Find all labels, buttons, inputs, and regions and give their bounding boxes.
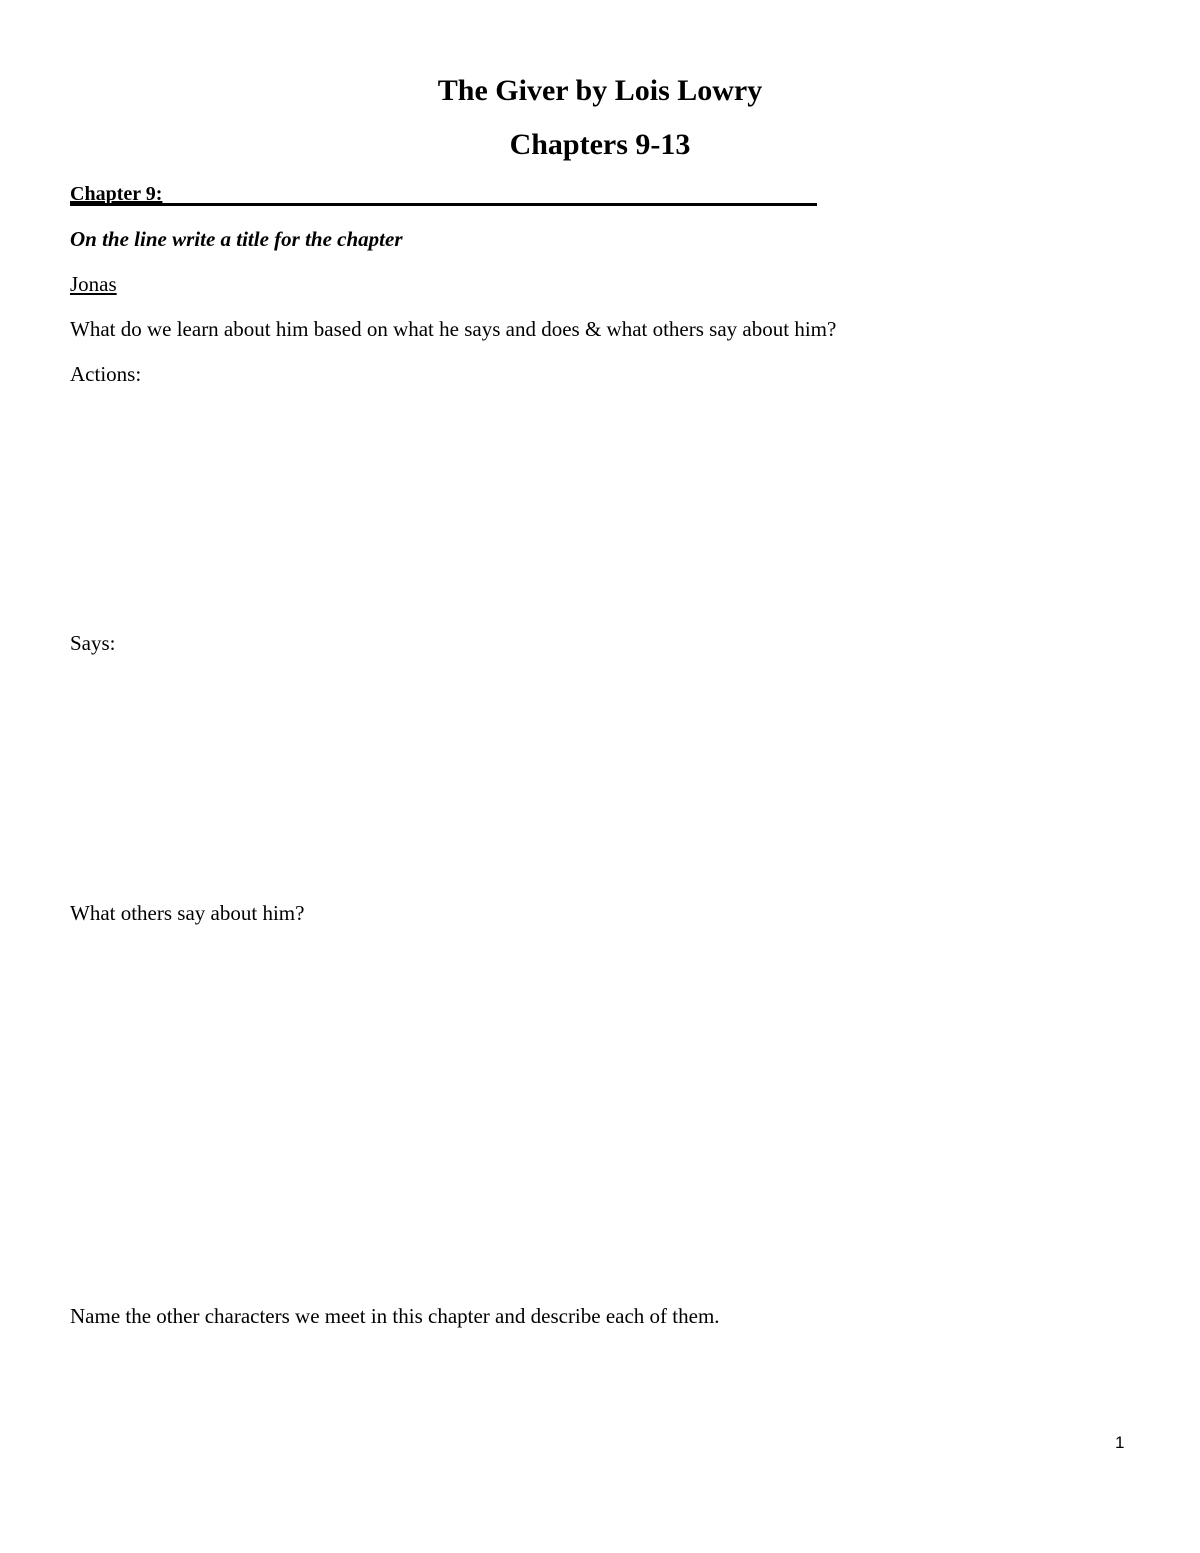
character-question: What do we learn about him based on what he says and does & what others say about him? — [70, 317, 837, 341]
says-label: Says: — [70, 631, 116, 655]
chapter-title-instruction: On the line write a title for the chapter — [70, 227, 403, 251]
actions-label: Actions: — [70, 362, 142, 386]
chapter-title-line — [70, 184, 817, 206]
page-number: 1 — [1115, 1433, 1125, 1452]
chapter-label: Chapter 9: — [70, 183, 163, 205]
character-heading: Jonas — [70, 272, 117, 296]
other-characters-question: Name the other characters we meet in this chapter and describe each of them. — [70, 1304, 720, 1328]
document-subtitle: Chapters 9-13 — [509, 128, 691, 161]
others-say-label: What others say about him? — [70, 901, 305, 925]
document-title: The Giver by Lois Lowry — [437, 74, 763, 107]
